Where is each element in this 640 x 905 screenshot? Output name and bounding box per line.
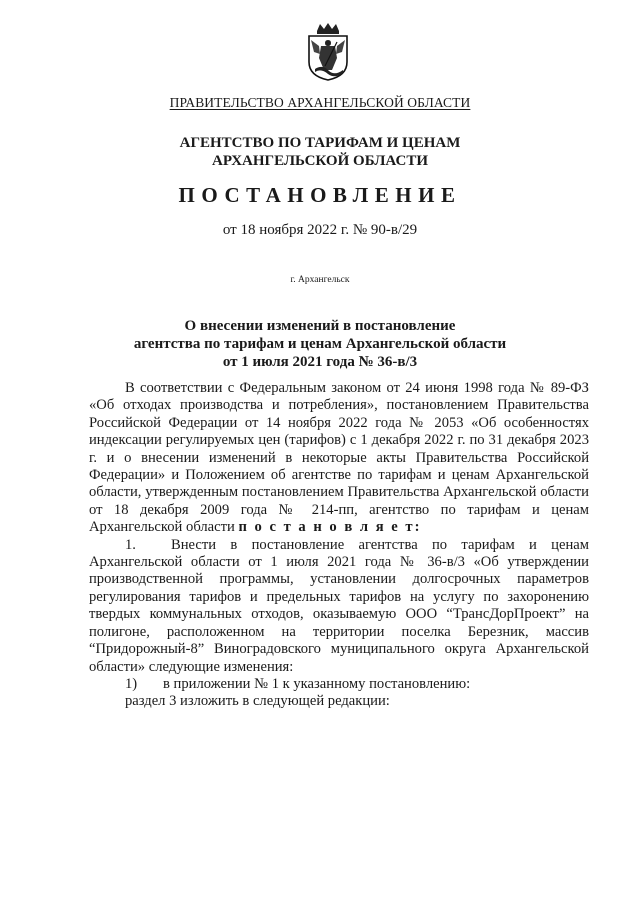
decree-word: п о с т а н о в л я е т: (238, 519, 422, 536)
item-1-paragraph (89, 537, 589, 676)
preamble-text: В соответствии с Федеральным законом от 24 июня 1998 года № 89-ФЗ «Об отходах производства и потребления», постановлением Правительства Российской Федерации от 14 ноября 2022 года № 2053 «Об особенностях индексации регулируемых цен (тарифов) с 1 декабря 2022 г. по 31 декабря 2023 г. и о внесении изменений в некоторые акты Правительства Российской Федерации» и Положением об агентстве по тарифам и ценам Архангельской области, утвержденным постановлением Правительства Архангельской области от 18 декабря 2009 года № 214-пп, агентство по тарифам и ценам Архангельской области (89, 380, 589, 536)
section-paragraph: раздел 3 изложить в следующей редакции: (125, 693, 390, 710)
agency-name-line1: АГЕНТСТВО ПО ТАРИФАМ И ЦЕНАМ (179, 135, 461, 151)
document-type-title: ПОСТАНОВЛЕНИЕ (178, 183, 462, 207)
government-name: ПРАВИТЕЛЬСТВО АРХАНГЕЛЬСКОЙ ОБЛАСТИ (169, 95, 471, 110)
preamble-paragraph (89, 380, 589, 537)
archangelsk-coat-of-arms-icon (303, 22, 353, 82)
document-subject (0, 317, 640, 371)
subject-line1: О внесении изменений в постановление (184, 318, 456, 334)
agency-name-line2: АРХАНГЕЛЬСКОЙ ОБЛАСТИ (212, 153, 428, 169)
item-1-number: 1. (125, 536, 136, 553)
document-date-number: от 18 ноября 2022 г. № 90-в/29 (222, 222, 418, 238)
subject-line3: от 1 июля 2021 года № 36-в/3 (222, 354, 418, 370)
subject-line2: агентства по тарифам и ценам Архангельской области (133, 336, 507, 352)
item-1-text: Внести в постановление агентства по тарифам и ценам Архангельской области от 1 июля 2021 года № 36-в/3 «Об утверждении производственной программы, установлении долгосрочных параметров регулирования тарифов и предельных тарифов на услугу по захоронению твердых коммунальных отходов, оказываемую ООО “ТрансДорПроект” на полигоне, расположенном на территории поселка Березник, массив “Придорожный-8” Виноградовского муниципального округа Архангельской области» следующие изменения: (89, 536, 589, 675)
subitem-1-paragraph (89, 676, 589, 693)
agency-name (0, 134, 640, 170)
subitem-1-number: 1) (125, 675, 138, 692)
subitem-1-text: в приложении № 1 к указанному постановлению: (163, 675, 471, 692)
document-body (89, 380, 589, 711)
document-city: г. Архангельск (290, 275, 350, 285)
